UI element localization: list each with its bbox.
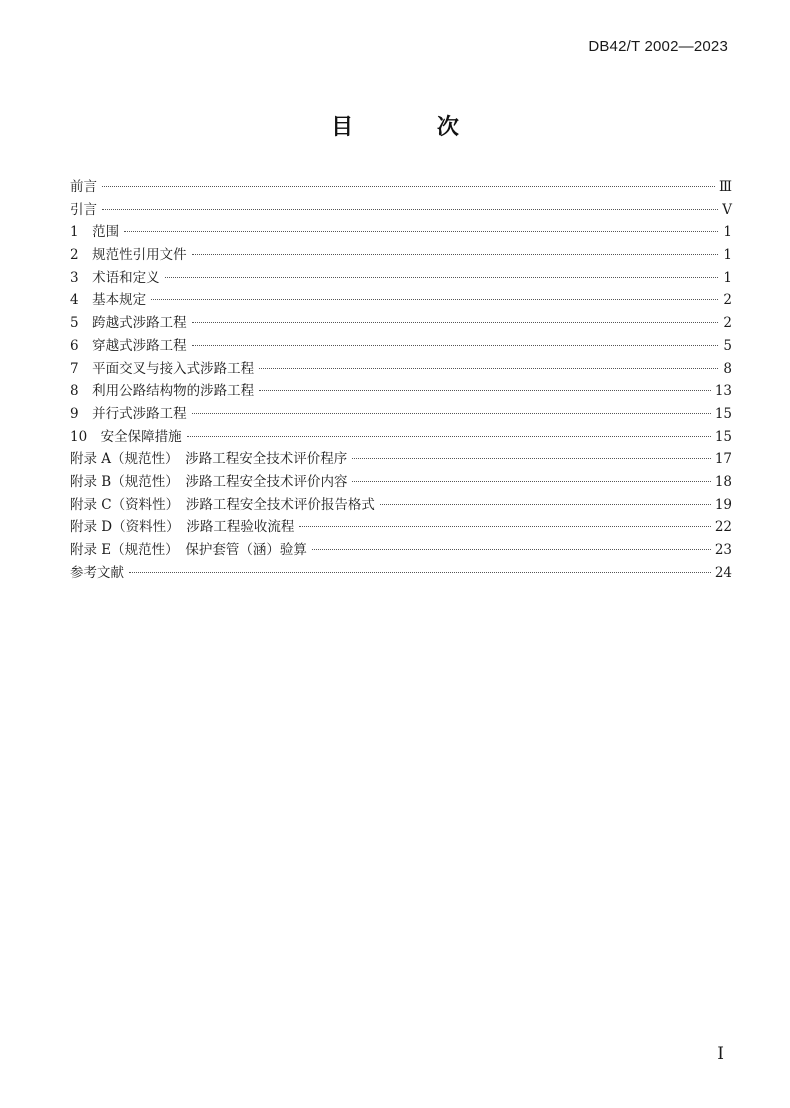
toc-entry-page: 15 (714, 428, 732, 445)
toc-entry-label: 附录 E（规范性） 保护套管（涵）验算 (70, 542, 307, 558)
toc-entry-page: 22 (714, 519, 732, 536)
toc-entry-label: 8 利用公路结构物的涉路工程 (70, 383, 255, 400)
toc-entry-page: 8 (723, 360, 732, 377)
toc-entry[interactable] (70, 335, 732, 358)
toc-entry[interactable] (70, 516, 732, 539)
dot-leader (165, 277, 718, 278)
toc-entry-label: 前言 (70, 179, 97, 195)
dot-leader (192, 254, 718, 255)
dot-leader (129, 572, 711, 573)
toc-entry-page: 1 (723, 224, 732, 241)
dot-leader (192, 413, 711, 414)
dot-leader (259, 368, 718, 369)
toc-entry-page: 24 (714, 564, 732, 581)
toc-entry[interactable] (70, 358, 732, 381)
dot-leader (312, 549, 711, 550)
toc-entry-label: 3 术语和定义 (70, 269, 160, 286)
toc-entry-page: 23 (714, 542, 732, 558)
dot-leader (380, 504, 711, 505)
page-number: Ⅰ (717, 1044, 724, 1064)
dot-leader (124, 231, 718, 232)
toc-entry[interactable] (70, 244, 732, 267)
toc-entry-label: 参考文献 (70, 564, 124, 581)
toc-entry[interactable] (70, 312, 732, 335)
toc-entry-label: 引言 (70, 201, 97, 218)
dot-leader (299, 526, 710, 527)
toc-entry-page: Ⅴ (722, 201, 732, 218)
toc-entry-page: 5 (723, 337, 732, 354)
toc-entry[interactable] (70, 562, 732, 585)
toc-entry[interactable] (70, 221, 732, 244)
toc-entry[interactable] (70, 380, 732, 403)
toc-entry-label: 10 安全保障措施 (70, 428, 182, 445)
toc-entry-label: 附录 B（规范性） 涉路工程安全技术评价内容 (70, 473, 348, 490)
dot-leader (192, 322, 718, 323)
dot-leader (102, 186, 715, 187)
toc-entry-label: 6 穿越式涉路工程 (70, 337, 187, 354)
dot-leader (102, 209, 718, 210)
toc-entry-page: 2 (723, 315, 732, 332)
dot-leader (187, 436, 711, 437)
toc-entry-label: 2 规范性引用文件 (70, 247, 187, 264)
toc-entry-page: 2 (723, 292, 732, 309)
toc-entry[interactable] (70, 426, 732, 449)
toc-entry-label: 附录 D（资料性） 涉路工程验收流程 (70, 519, 295, 536)
toc-entry[interactable] (70, 289, 732, 312)
toc-entry-page: 19 (714, 496, 732, 513)
toc-entry-page: Ⅲ (718, 179, 732, 195)
toc-entry-label: 4 基本规定 (70, 292, 147, 309)
toc-list (70, 176, 732, 584)
toc-entry[interactable] (70, 494, 732, 517)
dot-leader (151, 299, 718, 300)
toc-entry[interactable] (70, 267, 732, 290)
toc-entry[interactable] (70, 471, 732, 494)
toc-entry-label: 5 跨越式涉路工程 (70, 315, 187, 332)
toc-entry-page: 17 (714, 451, 732, 468)
toc-entry-page: 15 (714, 405, 732, 422)
toc-title: 目 次 (331, 115, 497, 140)
toc-entry-page: 18 (714, 473, 732, 490)
toc-entry-page: 1 (723, 247, 732, 264)
dot-leader (352, 458, 711, 459)
toc-entry[interactable] (70, 176, 732, 199)
dot-leader (259, 390, 711, 391)
toc-entry[interactable] (70, 539, 732, 562)
toc-entry[interactable] (70, 448, 732, 471)
toc-entry[interactable] (70, 403, 732, 426)
toc-entry-label: 9 并行式涉路工程 (70, 405, 187, 422)
toc-entry-page: 1 (723, 269, 732, 286)
toc-entry-label: 7 平面交叉与接入式涉路工程 (70, 360, 255, 377)
toc-entry-label: 附录 C（资料性） 涉路工程安全技术评价报告格式 (70, 496, 375, 513)
toc-entry-label: 附录 A（规范性） 涉路工程安全技术评价程序 (70, 451, 348, 468)
dot-leader (352, 481, 710, 482)
toc-entry-label: 1 范围 (70, 224, 120, 241)
toc-entry[interactable] (70, 199, 732, 222)
toc-entry-page: 13 (714, 383, 732, 400)
standard-code: DB42/T 2002—2023 (588, 38, 728, 55)
dot-leader (192, 345, 718, 346)
